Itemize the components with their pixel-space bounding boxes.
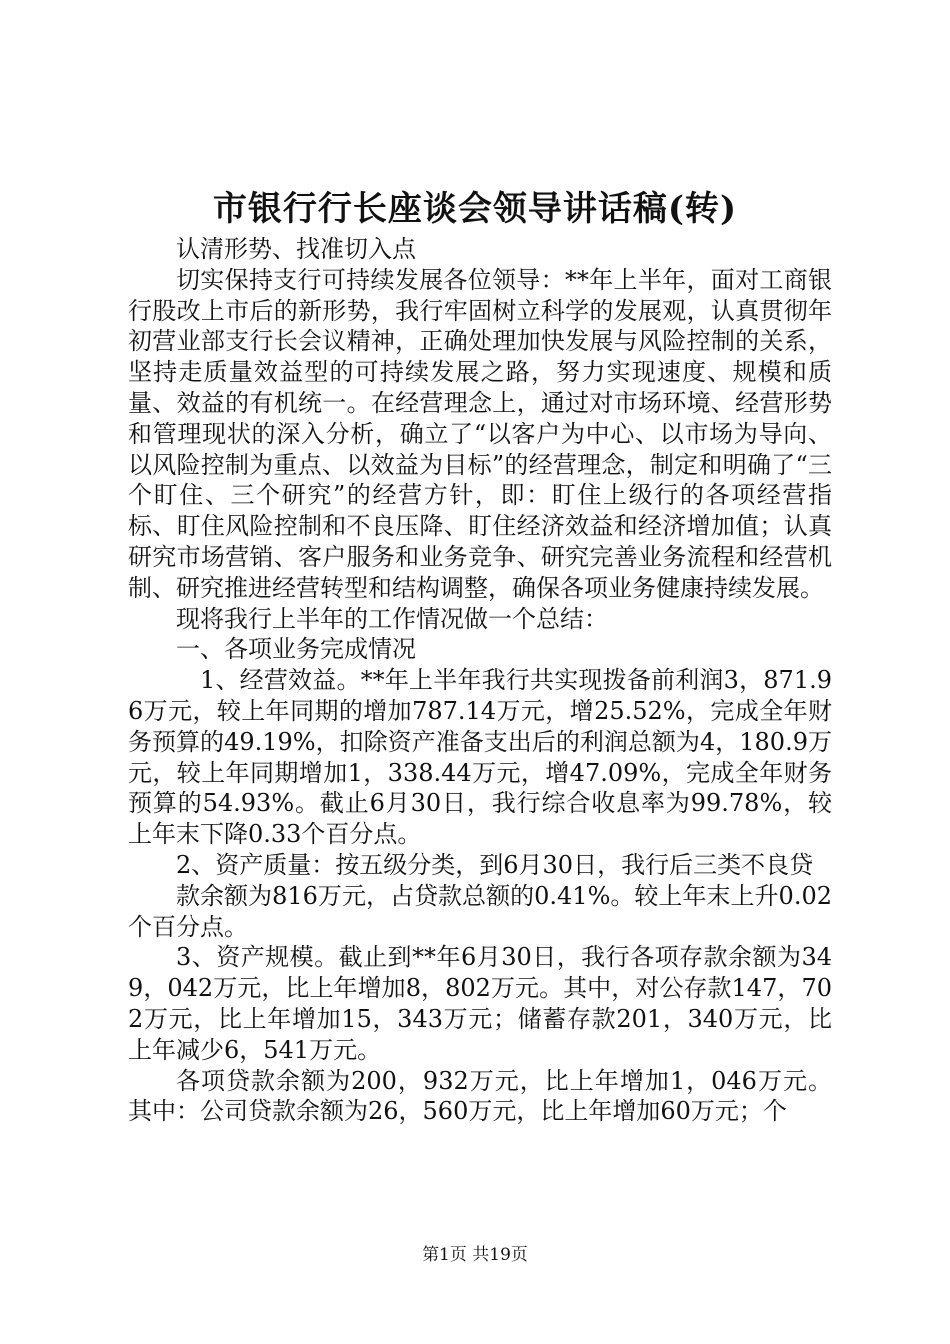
paragraph: 切实保持支行可持续发展各位领导：**年上半年，面对工商银行股改上市后的新形势，我行牢固树立科学的发展观，认真贯彻年初营业部支行长会议精神，正确处理加快发展与风险控制的关系，坚持走质量效益型的可持续发展之路，努力实现速度、规模和质量、效益的有机统一。在经营理念上，通过对市场环境、经营形势和管理现状的深入分析，确立了“以客户为中心、以市场为导向、以风险控制为重点、以效益为目标”的经营理念，制定和明确了“三个盯住、三个研究”的经营方针，即：盯住上级行的各项经营指标、盯住风险控制和不良压降、盯住经济效益和经济增加值；认真研究市场营销、客户服务和业务竞争、研究完善业务流程和经营机制、研究推进经营转型和结构调整，确保各项业务健康持续发展。 [128,265,832,602]
document-title: 市银行行长座谈会领导讲话稿(转) [212,189,738,229]
document-body [128,234,832,1127]
paragraph: 1、经营效益。**年上半年我行共实现拨备前利润3，871.96万元，较上年同期的增加787.14万元，增25.52%，完成全年财务预算的49.19%，扣除资产准备支出后的利润总额为4，180.9万元，较上年同期增加1，338.44万元，增47.09%，完成全年财务预算的54.93%。截止6月30日，我行综合收息率为99.78%，较上年末下降0.33个百分点。 [128,666,832,849]
paragraph: 3、资产规模。截止到**年6月30日，我行各项存款余额为349，042万元，比上年增加8，802万元。其中，对公存款147，702万元，比上年增加15，343万元；储蓄存款201，340万元，比上年减少6，541万元。 [128,943,832,1064]
section-heading: 认清形势、找准切入点 [176,235,416,263]
paragraph: 款余额为816万元，占贷款总额的0.41%。较上年末上升0.02个百分点。 [128,881,832,941]
section-heading: 一、各项业务完成情况 [176,635,416,664]
paragraph: 各项贷款余额为200，932万元，比上年增加1，046万元。其中：公司贷款余额为26，560万元，比上年增加60万元；个 [128,1066,832,1126]
paragraph: 2、资产质量：按五级分类，到6月30日，我行后三类不良贷 [176,850,814,879]
paragraph: 现将我行上半年的工作情况做一个总结： [176,604,608,633]
page-number: 第1页 共19页 [422,1245,528,1265]
